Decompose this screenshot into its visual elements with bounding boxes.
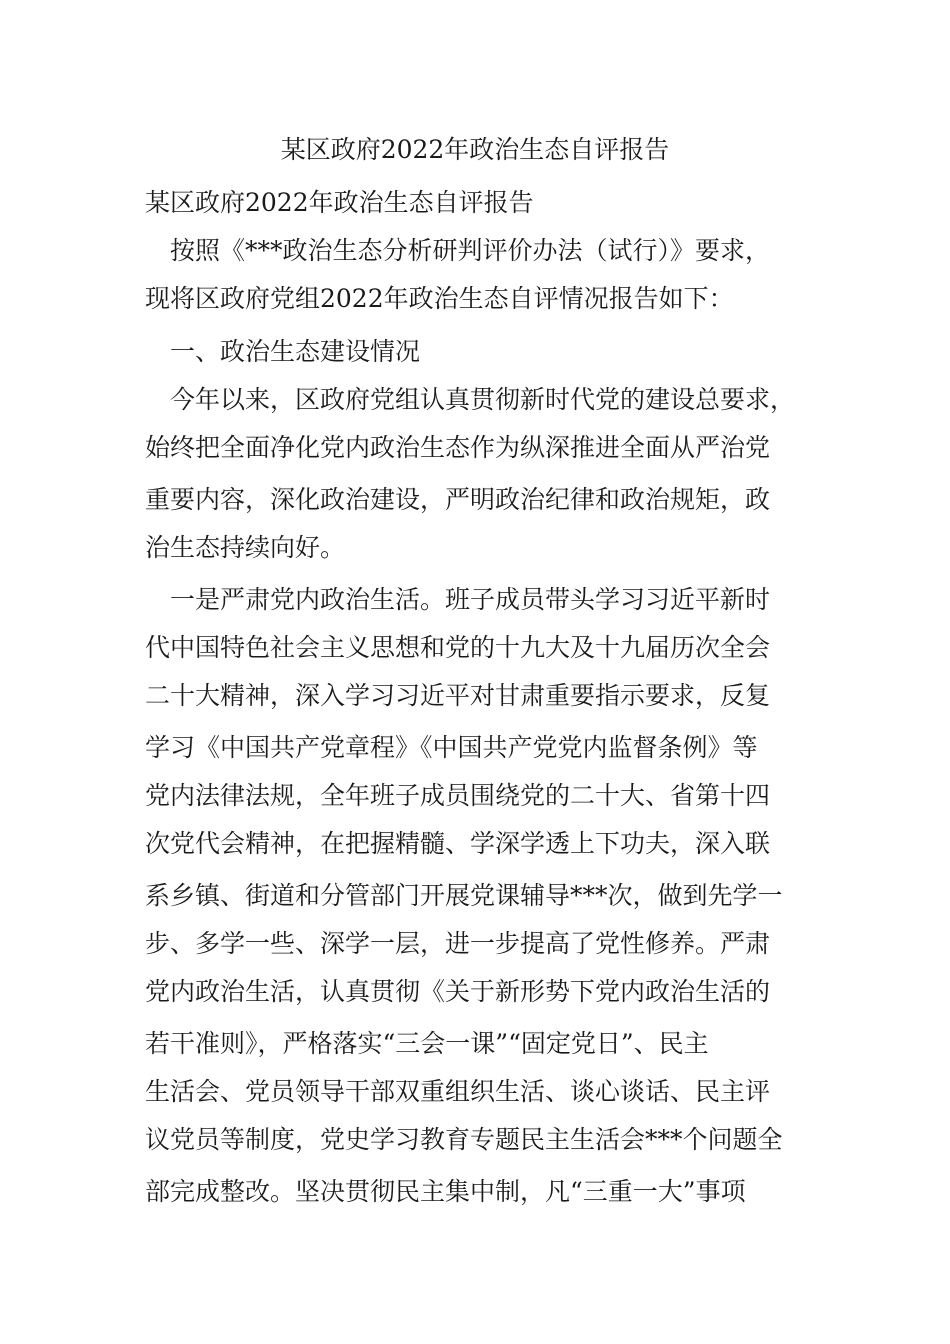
paragraph-line: 党内法律法规，全年班子成员围绕党的二十大、省第十四: [145, 781, 771, 810]
subtitle-line: 某区政府2022年政治生态自评报告: [145, 188, 534, 217]
paragraph-line: 次党代会精神，在把握精髓、学深学透上下功夫，深入联: [145, 829, 771, 858]
paragraph-line: 今年以来，区政府党组认真贯彻新时代党的建设总要求，: [145, 385, 796, 414]
paragraph-line: 步、多学一些、深学一层，进一步提高了党性修养。严肃: [145, 929, 771, 958]
paragraph-line: 若干准则》，严格落实“三会一课”“固定党日”、民主: [145, 1029, 709, 1058]
paragraph-line: 代中国特色社会主义思想和党的十九大及十九届历次全会: [145, 633, 771, 662]
paragraph-line: 生活会、党员领导干部双重组织生活、谈心谈话、民主评: [145, 1077, 771, 1106]
paragraph-line: 重要内容，深化政治建设，严明政治纪律和政治规矩，政: [145, 485, 771, 514]
paragraph-line: 二十大精神，深入学习习近平对甘肃重要指示要求，反复: [145, 681, 771, 710]
paragraph-line: 治生态持续向好。: [145, 533, 346, 562]
section-heading: 一、政治生态建设情况: [145, 337, 421, 366]
paragraph-line: 现将区政府党组2022年政治生态自评情况报告如下：: [145, 284, 734, 313]
paragraph-line: 党内政治生活，认真贯彻《关于新形势下党内政治生活的: [145, 977, 771, 1006]
paragraph-line: 议党员等制度，党史学习教育专题民主生活会***个问题全: [145, 1125, 783, 1154]
paragraph-line: 学习《中国共产党章程》《中国共产党党内监督条例》等: [145, 733, 758, 762]
paragraph-line: 部完成整改。坚决贯彻民主集中制，凡“三重一大”事项: [145, 1177, 746, 1206]
paragraph-line: 按照《***政治生态分析研判评价办法（试行）》要求，: [145, 236, 771, 265]
paragraph-line: 始终把全面净化党内政治生态作为纵深推进全面从严治党: [145, 433, 771, 462]
paragraph-line: 系乡镇、街道和分管部门开展党课辅导***次，做到先学一: [145, 881, 783, 910]
document-title: 某区政府2022年政治生态自评报告: [280, 135, 670, 164]
paragraph-line: 一是严肃党内政治生活。班子成员带头学习习近平新时: [145, 585, 771, 614]
